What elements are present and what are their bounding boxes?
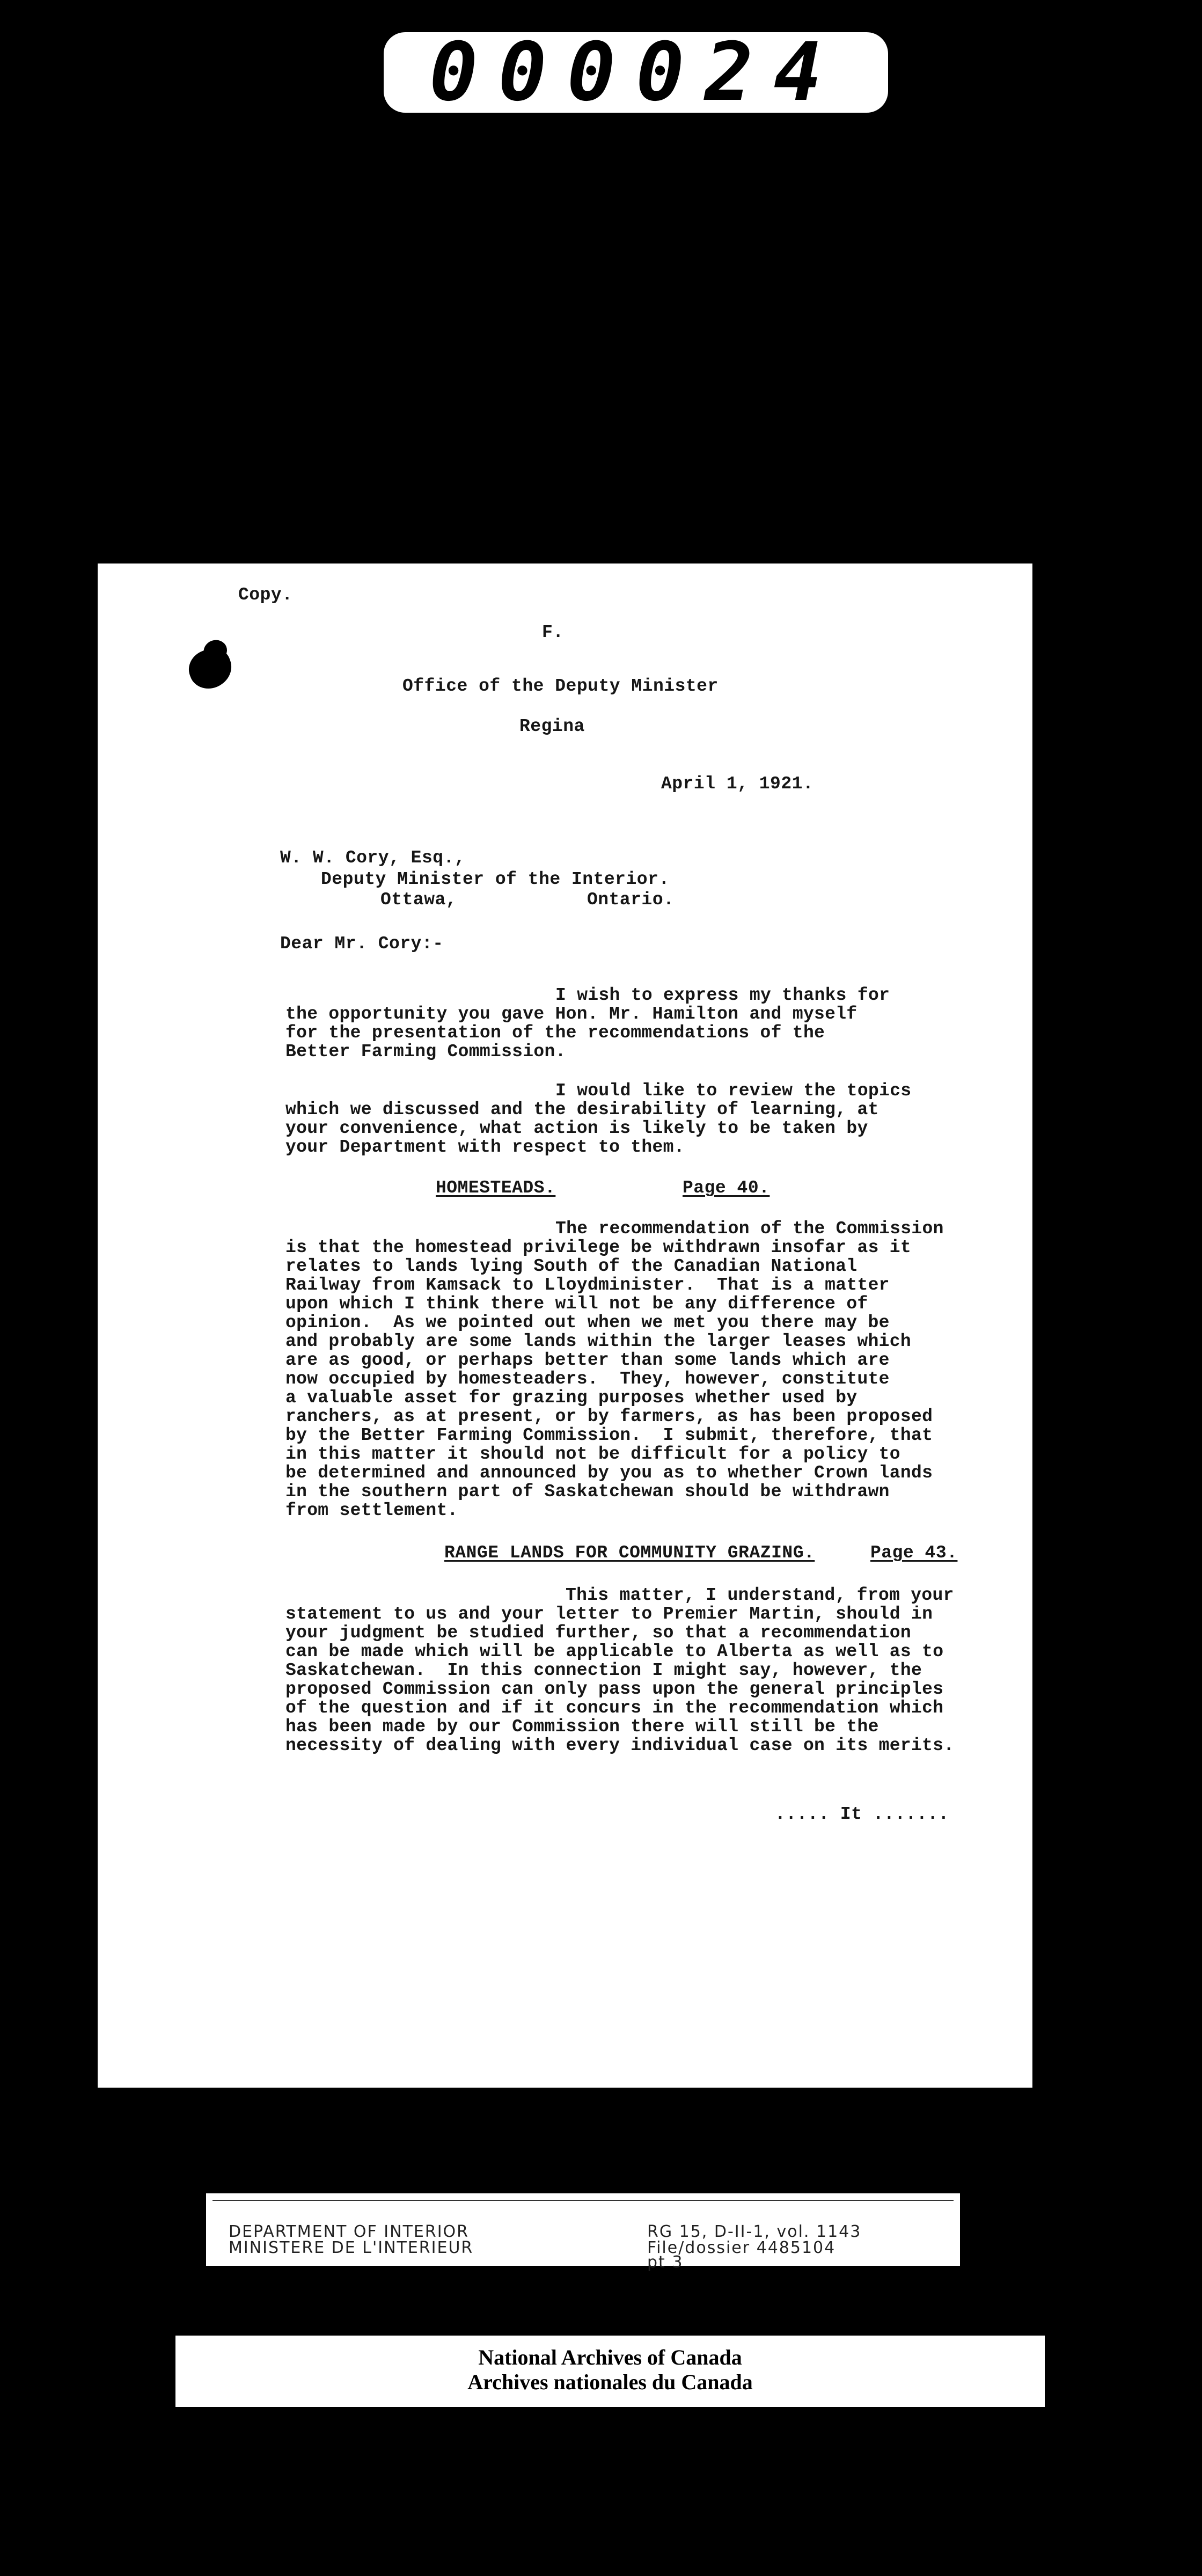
- text-line: statement to us and your letter to Premier Martin, should in: [285, 1604, 933, 1624]
- text-line: can be made which will be applicable to Alberta as well as to: [285, 1642, 944, 1662]
- addressee-city: Ottawa,: [380, 890, 457, 910]
- text-line: opinion. As we pointed out when we met you there may be: [285, 1313, 890, 1333]
- text-line: relates to lands lying South of the Canadian National: [285, 1256, 857, 1276]
- text-line: is that the homestead privilege be withdrawn insofar as it: [285, 1238, 911, 1257]
- text-line: now occupied by homesteaders. They, however, constitute: [285, 1369, 890, 1389]
- text-line: which we discussed and the desirability of learning, at: [285, 1100, 879, 1119]
- text-line: Better Farming Commission.: [285, 1042, 566, 1062]
- dept-english: DEPARTMENT OF INTERIOR: [229, 2222, 470, 2241]
- archives-name-french: Archives nationales du Canada: [467, 2370, 753, 2394]
- text-line: by the Better Farming Commission. I submit, therefore, that: [285, 1425, 933, 1445]
- text-line: in the southern part of Saskatchewan should be withdrawn: [285, 1482, 890, 1502]
- text-line: The recommendation of the Commission: [555, 1219, 944, 1239]
- text-line: has been made by our Commission there will still be the: [285, 1717, 879, 1737]
- reference-file: File/dossier 4485104: [647, 2238, 836, 2257]
- text-line: your Department with respect to them.: [285, 1137, 685, 1157]
- text-line: ranchers, as at present, or by farmers, as has been proposed: [285, 1407, 933, 1426]
- archive-reference-label: [205, 2192, 961, 2272]
- text-line: for the presentation of the recommendations of the: [285, 1023, 825, 1043]
- text-line: proposed Commission can only pass upon the general principles: [285, 1679, 944, 1699]
- letter-sheet: [98, 564, 1032, 2088]
- dept-french: MINISTERE DE L'INTERIEUR: [229, 2238, 474, 2257]
- continuation-mark: ..... It .......: [775, 1804, 949, 1824]
- reference-part: pt 3: [647, 2253, 684, 2272]
- text-line: and probably are some lands within the larger leases which: [285, 1331, 911, 1351]
- frame-number-text: 000024: [429, 26, 842, 119]
- office-city: Regina: [519, 716, 585, 736]
- frame-number: [384, 26, 888, 119]
- reference-rg: RG 15, D-II-1, vol. 1143: [647, 2222, 862, 2241]
- text-line: necessity of dealing with every individual case on its merits.: [285, 1736, 955, 1755]
- text-line: the opportunity you gave Hon. Mr. Hamilton and myself: [285, 1004, 857, 1024]
- addressee-name: W. W. Cory, Esq.,: [280, 848, 466, 868]
- text-line: be determined and announced by you as to whether Crown lands: [285, 1463, 933, 1483]
- text-line: a valuable asset for grazing purposes whether used by: [285, 1388, 857, 1408]
- archives-banner: [175, 2336, 1045, 2407]
- text-line: I wish to express my thanks for: [555, 985, 890, 1005]
- salutation: Dear Mr. Cory:-: [280, 934, 444, 954]
- text-line: from settlement.: [285, 1501, 458, 1520]
- heading-homesteads: HOMESTEADS.: [436, 1178, 556, 1198]
- text-line: of the question and if it concurs in the recommendation which: [285, 1698, 944, 1718]
- file-letter: F.: [542, 623, 564, 642]
- text-line: upon which I think there will not be any difference of: [285, 1294, 868, 1314]
- office-title: Office of the Deputy Minister: [402, 676, 719, 696]
- addressee-title: Deputy Minister of the Interior.: [321, 869, 670, 889]
- heading-range-lands-page: Page 43.: [870, 1543, 958, 1563]
- text-line: your convenience, what action is likely to be taken by: [285, 1118, 868, 1138]
- letter-date: April 1, 1921.: [661, 774, 814, 794]
- text-line: in this matter it should not be difficult for a policy to: [285, 1444, 900, 1464]
- reference-label-inner: [212, 2200, 954, 2272]
- text-line: This matter, I understand, from your: [566, 1585, 954, 1605]
- text-line: Railway from Kamsack to Lloydminister. That is a matter: [285, 1275, 890, 1295]
- text-line: Saskatchewan. In this connection I might say, however, the: [285, 1660, 922, 1680]
- text-line: your judgment be studied further, so that a recommendation: [285, 1623, 911, 1643]
- archives-name-english: National Archives of Canada: [478, 2345, 742, 2369]
- text-line: I would like to review the topics: [555, 1081, 912, 1101]
- copy-mark: Copy.: [238, 585, 293, 605]
- text-line: are as good, or perhaps better than some lands which are: [285, 1350, 890, 1370]
- addressee-province: Ontario.: [587, 890, 675, 910]
- heading-range-lands: RANGE LANDS FOR COMMUNITY GRAZING.: [444, 1543, 815, 1563]
- ink-blot: [184, 643, 237, 694]
- heading-homesteads-page: Page 40.: [683, 1178, 770, 1198]
